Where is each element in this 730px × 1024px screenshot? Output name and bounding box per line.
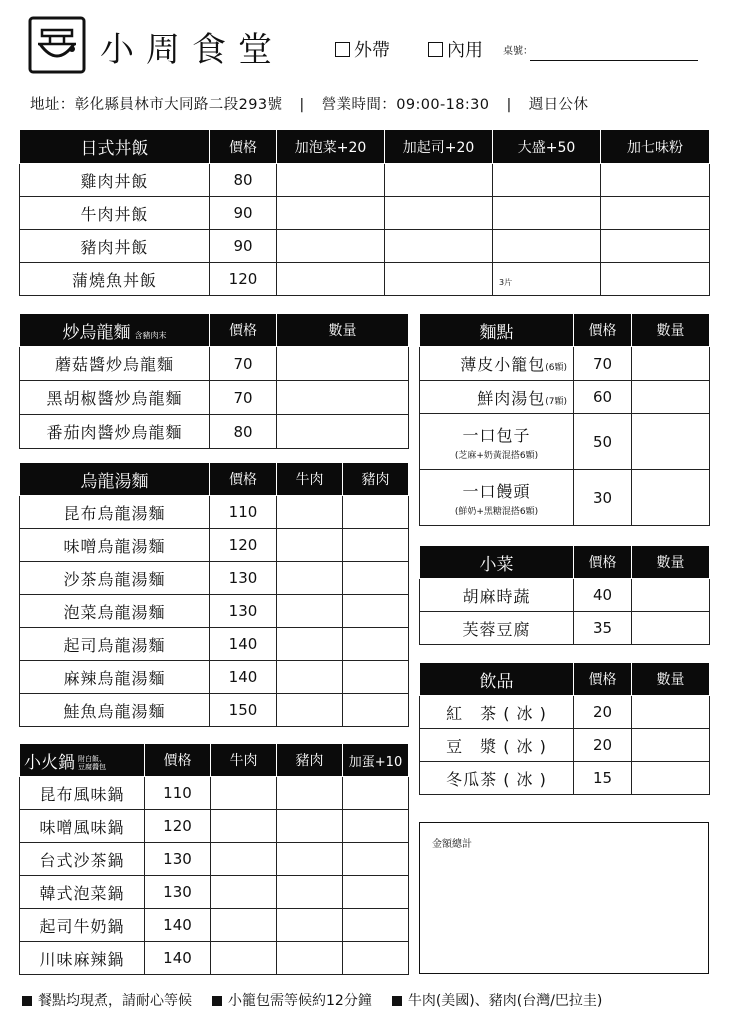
- drinks-title: 飲品: [420, 663, 574, 696]
- drinks-header-price: 價格: [574, 663, 632, 696]
- cheese-cell[interactable]: [385, 197, 493, 230]
- egg-cell[interactable]: [343, 876, 409, 909]
- item-price: 140: [145, 909, 211, 942]
- donburi-header-shichimi: 加七味粉: [601, 130, 710, 164]
- item-name: 起司烏龍湯麵: [20, 628, 210, 661]
- table-row: [20, 263, 710, 296]
- donburi-header-cheese: 加起司+20: [385, 130, 493, 164]
- dine-in-option[interactable]: [428, 36, 483, 62]
- table-row: [20, 876, 409, 909]
- pork-cell[interactable]: [277, 843, 343, 876]
- donburi-header-kimchi: 加泡菜+20: [277, 130, 385, 164]
- large-cell[interactable]: [493, 230, 601, 263]
- table-row: [420, 762, 710, 795]
- bullet-square-icon: [392, 996, 402, 1006]
- pork-cell[interactable]: [277, 777, 343, 810]
- item-name: 一口包子: [462, 425, 531, 445]
- total-amount-box[interactable]: [419, 822, 709, 974]
- item-name: 牛肉丼飯: [20, 197, 210, 230]
- item-price: 90: [210, 197, 277, 230]
- beef-cell[interactable]: [277, 595, 343, 628]
- pork-cell[interactable]: [343, 661, 409, 694]
- item-price: 60: [574, 381, 632, 414]
- takeout-checkbox[interactable]: [335, 42, 350, 57]
- item-price: 140: [210, 628, 277, 661]
- item-count: (6顆): [545, 363, 567, 373]
- beef-cell[interactable]: [277, 628, 343, 661]
- item-name: 冬瓜茶 ( 冰 ): [420, 762, 574, 795]
- hotpot-header-beef: 牛肉: [211, 744, 277, 777]
- table-row: [420, 579, 710, 612]
- qty-cell[interactable]: [632, 414, 710, 470]
- hotpot-title-cell: [20, 744, 145, 777]
- item-name-cell: [420, 347, 574, 381]
- item-name-cell: [420, 414, 574, 470]
- table-row: [20, 810, 409, 843]
- item-name-cell: [420, 381, 574, 414]
- item-name: 豬肉丼飯: [20, 230, 210, 263]
- item-name-cell: [420, 470, 574, 526]
- item-price: 140: [145, 942, 211, 975]
- table-row: [20, 909, 409, 942]
- hotpot-note-1: 附白飯、: [78, 754, 106, 763]
- hotpot-header-pork: 豬肉: [277, 744, 343, 777]
- dim-sum-table: [419, 313, 710, 526]
- dine-in-label: 內用: [447, 40, 483, 61]
- beef-cell[interactable]: [211, 777, 277, 810]
- item-sub-note: (芝麻+奶黃混搭6顆): [454, 450, 539, 461]
- address: 地址：彰化縣員林市大同路二段293號: [30, 97, 283, 113]
- soup-udon-table: [19, 462, 409, 727]
- item-name: 泡菜烏龍湯麵: [20, 595, 210, 628]
- qty-cell[interactable]: [632, 696, 710, 729]
- closed-day: 週日公休: [528, 97, 589, 113]
- shichimi-cell[interactable]: [601, 263, 710, 296]
- beef-cell[interactable]: [277, 562, 343, 595]
- fried-udon-title-cell: [20, 314, 210, 347]
- qty-cell[interactable]: [632, 347, 710, 381]
- item-name: 紅 茶 ( 冰 ): [420, 696, 574, 729]
- table-row: [20, 164, 710, 197]
- item-price: 120: [210, 263, 277, 296]
- dim-sum-header-price: 價格: [574, 314, 632, 347]
- pork-cell[interactable]: [277, 876, 343, 909]
- cheese-cell[interactable]: [385, 230, 493, 263]
- large-cell[interactable]: [493, 164, 601, 197]
- bowl-logo-icon: [28, 16, 86, 74]
- large-cell[interactable]: [493, 197, 601, 230]
- item-price: 70: [210, 347, 277, 381]
- beef-cell[interactable]: [277, 694, 343, 727]
- beef-cell[interactable]: [211, 810, 277, 843]
- table-row: [420, 612, 710, 645]
- footer-note-3: 牛肉(美國)、豬肉(台灣/巴拉圭): [407, 993, 603, 1009]
- donburi-header-large: 大盛+50: [493, 130, 601, 164]
- beef-cell[interactable]: [211, 876, 277, 909]
- hotpot-header-egg: 加蛋+10: [343, 744, 409, 777]
- cheese-cell[interactable]: [385, 164, 493, 197]
- item-price: 110: [145, 777, 211, 810]
- item-price: 130: [145, 876, 211, 909]
- item-price: 150: [210, 694, 277, 727]
- beef-cell[interactable]: [277, 496, 343, 529]
- item-price: 80: [210, 164, 277, 197]
- footer-note-2: 小籠包需等候約12分鐘: [228, 993, 372, 1009]
- table-row: [20, 381, 409, 415]
- footer-note-1: 餐點均現煮，請耐心等候: [38, 993, 192, 1009]
- qty-cell[interactable]: [277, 347, 409, 381]
- item-name: 雞肉丼飯: [20, 164, 210, 197]
- item-name: 鮮肉湯包: [477, 388, 546, 408]
- beef-cell[interactable]: [211, 909, 277, 942]
- table-row: [20, 661, 409, 694]
- table-row: [20, 496, 409, 529]
- item-price: 130: [145, 843, 211, 876]
- kimchi-cell[interactable]: [277, 164, 385, 197]
- soup-udon-title: 烏龍湯麵: [20, 463, 210, 496]
- qty-cell[interactable]: [277, 381, 409, 415]
- qty-cell[interactable]: [632, 612, 710, 645]
- table-number-field[interactable]: [530, 60, 698, 61]
- qty-cell[interactable]: [632, 729, 710, 762]
- drinks-table: [419, 662, 710, 795]
- shop-info: 地址：彰化縣員林市大同路二段293號 | 營業時間：09:00-18:30 | 週日公休: [30, 97, 589, 113]
- table-row: [20, 347, 409, 381]
- bullet-square-icon: [22, 996, 32, 1006]
- item-price: 20: [574, 729, 632, 762]
- beef-cell[interactable]: [277, 661, 343, 694]
- item-name: 沙茶烏龍湯麵: [20, 562, 210, 595]
- table-row: [20, 529, 409, 562]
- footer-note-3-wrap: [392, 990, 603, 1010]
- egg-cell[interactable]: [343, 810, 409, 843]
- large-note: 3片: [499, 277, 513, 287]
- table-row: [20, 230, 710, 263]
- hotpot-header-price: 價格: [145, 744, 211, 777]
- egg-cell[interactable]: [343, 942, 409, 975]
- egg-cell[interactable]: [343, 777, 409, 810]
- table-row: [20, 562, 409, 595]
- item-price: 15: [574, 762, 632, 795]
- table-row: [20, 595, 409, 628]
- hotpot-table: [19, 743, 409, 975]
- fried-udon-header-price: 價格: [210, 314, 277, 347]
- footer-note-1-wrap: [22, 990, 192, 1010]
- item-price: 40: [574, 579, 632, 612]
- item-name: 蒲燒魚丼飯: [20, 263, 210, 296]
- table-row: [420, 414, 710, 470]
- qty-cell[interactable]: [632, 381, 710, 414]
- takeout-label: 外帶: [354, 40, 390, 61]
- dine-in-checkbox[interactable]: [428, 42, 443, 57]
- shop-name: 小周食堂: [100, 30, 284, 70]
- item-name: 昆布風味鍋: [20, 777, 145, 810]
- dim-sum-title: 麵點: [420, 314, 574, 347]
- item-name: 韓式泡菜鍋: [20, 876, 145, 909]
- pork-cell[interactable]: [343, 496, 409, 529]
- item-name: 味噌風味鍋: [20, 810, 145, 843]
- fried-udon-header-qty: 數量: [277, 314, 409, 347]
- item-price: 80: [210, 415, 277, 449]
- egg-cell[interactable]: [343, 843, 409, 876]
- soup-udon-header-price: 價格: [210, 463, 277, 496]
- soup-udon-header-beef: 牛肉: [277, 463, 343, 496]
- pork-cell[interactable]: [343, 529, 409, 562]
- donburi-title: 日式丼飯: [20, 130, 210, 164]
- item-count: (7顆): [545, 396, 567, 407]
- side-dish-table: [419, 545, 710, 645]
- qty-cell[interactable]: [632, 470, 710, 526]
- item-price: 110: [210, 496, 277, 529]
- qty-cell[interactable]: [277, 415, 409, 449]
- item-name: 鮭魚烏龍湯麵: [20, 694, 210, 727]
- item-price: 120: [210, 529, 277, 562]
- fried-udon-title: 炒烏龍麵: [62, 322, 131, 343]
- kimchi-cell[interactable]: [277, 263, 385, 296]
- table-row: [420, 470, 710, 526]
- item-name: 昆布烏龍湯麵: [20, 496, 210, 529]
- beef-cell[interactable]: [211, 843, 277, 876]
- item-name: 味噌烏龍湯麵: [20, 529, 210, 562]
- qty-cell[interactable]: [632, 762, 710, 795]
- qty-cell[interactable]: [632, 579, 710, 612]
- item-price: 120: [145, 810, 211, 843]
- item-price: 140: [210, 661, 277, 694]
- footer-notes: [22, 990, 614, 1010]
- shichimi-cell[interactable]: [601, 230, 710, 263]
- total-amount-label: 金額總計: [432, 839, 472, 850]
- table-row: [20, 843, 409, 876]
- item-sub-note: (鮮奶+黑糖混搭6顆): [454, 506, 539, 517]
- table-number-label: 桌號：: [503, 46, 533, 57]
- beef-cell[interactable]: [211, 942, 277, 975]
- item-name: 一口饅頭: [462, 481, 531, 501]
- item-name: 起司牛奶鍋: [20, 909, 145, 942]
- item-price: 90: [210, 230, 277, 263]
- side-dish-title: 小菜: [420, 546, 574, 579]
- business-hours: 營業時間：09:00-18:30: [321, 97, 490, 113]
- beef-cell[interactable]: [277, 529, 343, 562]
- item-price: 70: [210, 381, 277, 415]
- item-price: 130: [210, 562, 277, 595]
- item-price: 35: [574, 612, 632, 645]
- table-row: [20, 777, 409, 810]
- item-name: 黑胡椒醬炒烏龍麵: [20, 381, 210, 415]
- item-price: 20: [574, 696, 632, 729]
- bullet-square-icon: [212, 996, 222, 1006]
- table-row: [20, 628, 409, 661]
- drinks-header-qty: 數量: [632, 663, 710, 696]
- item-name: 薄皮小籠包: [460, 355, 546, 374]
- kimchi-cell[interactable]: [277, 197, 385, 230]
- donburi-table: [19, 129, 710, 296]
- item-price: 50: [574, 414, 632, 470]
- pork-cell[interactable]: [277, 810, 343, 843]
- item-name: 豆 漿 ( 冰 ): [420, 729, 574, 762]
- kimchi-cell[interactable]: [277, 230, 385, 263]
- footer-note-2-wrap: [212, 990, 372, 1010]
- takeout-option[interactable]: [335, 36, 390, 62]
- side-dish-header-qty: 數量: [632, 546, 710, 579]
- dim-sum-header-qty: 數量: [632, 314, 710, 347]
- table-row: [20, 415, 409, 449]
- egg-cell[interactable]: [343, 909, 409, 942]
- item-name: 蘑菇醬炒烏龍麵: [20, 347, 210, 381]
- hotpot-note-2: 豆腐醬包: [78, 762, 106, 771]
- table-row: [20, 197, 710, 230]
- item-price: 70: [574, 347, 632, 381]
- item-name: 胡麻時蔬: [420, 579, 574, 612]
- table-row: [420, 729, 710, 762]
- pork-cell[interactable]: [343, 628, 409, 661]
- table-row: [420, 381, 710, 414]
- item-name: 台式沙茶鍋: [20, 843, 145, 876]
- fried-udon-title-note: 含豬肉末: [134, 330, 167, 340]
- large-cell[interactable]: [493, 263, 601, 296]
- table-row: [420, 347, 710, 381]
- table-row: [420, 696, 710, 729]
- hotpot-title: 小火鍋: [24, 752, 75, 773]
- item-name: 番茄肉醬炒烏龍麵: [20, 415, 210, 449]
- pork-cell[interactable]: [277, 942, 343, 975]
- pork-cell[interactable]: [343, 562, 409, 595]
- shichimi-cell[interactable]: [601, 164, 710, 197]
- soup-udon-header-pork: 豬肉: [343, 463, 409, 496]
- pork-cell[interactable]: [343, 595, 409, 628]
- donburi-header-price: 價格: [210, 130, 277, 164]
- item-price: 30: [574, 470, 632, 526]
- fried-udon-table: [19, 313, 409, 449]
- cheese-cell[interactable]: [385, 263, 493, 296]
- table-row: [20, 942, 409, 975]
- table-row: [20, 694, 409, 727]
- side-dish-header-price: 價格: [574, 546, 632, 579]
- item-name: 芙蓉豆腐: [420, 612, 574, 645]
- item-name: 麻辣烏龍湯麵: [20, 661, 210, 694]
- item-name: 川味麻辣鍋: [20, 942, 145, 975]
- pork-cell[interactable]: [277, 909, 343, 942]
- shichimi-cell[interactable]: [601, 197, 710, 230]
- pork-cell[interactable]: [343, 694, 409, 727]
- item-price: 130: [210, 595, 277, 628]
